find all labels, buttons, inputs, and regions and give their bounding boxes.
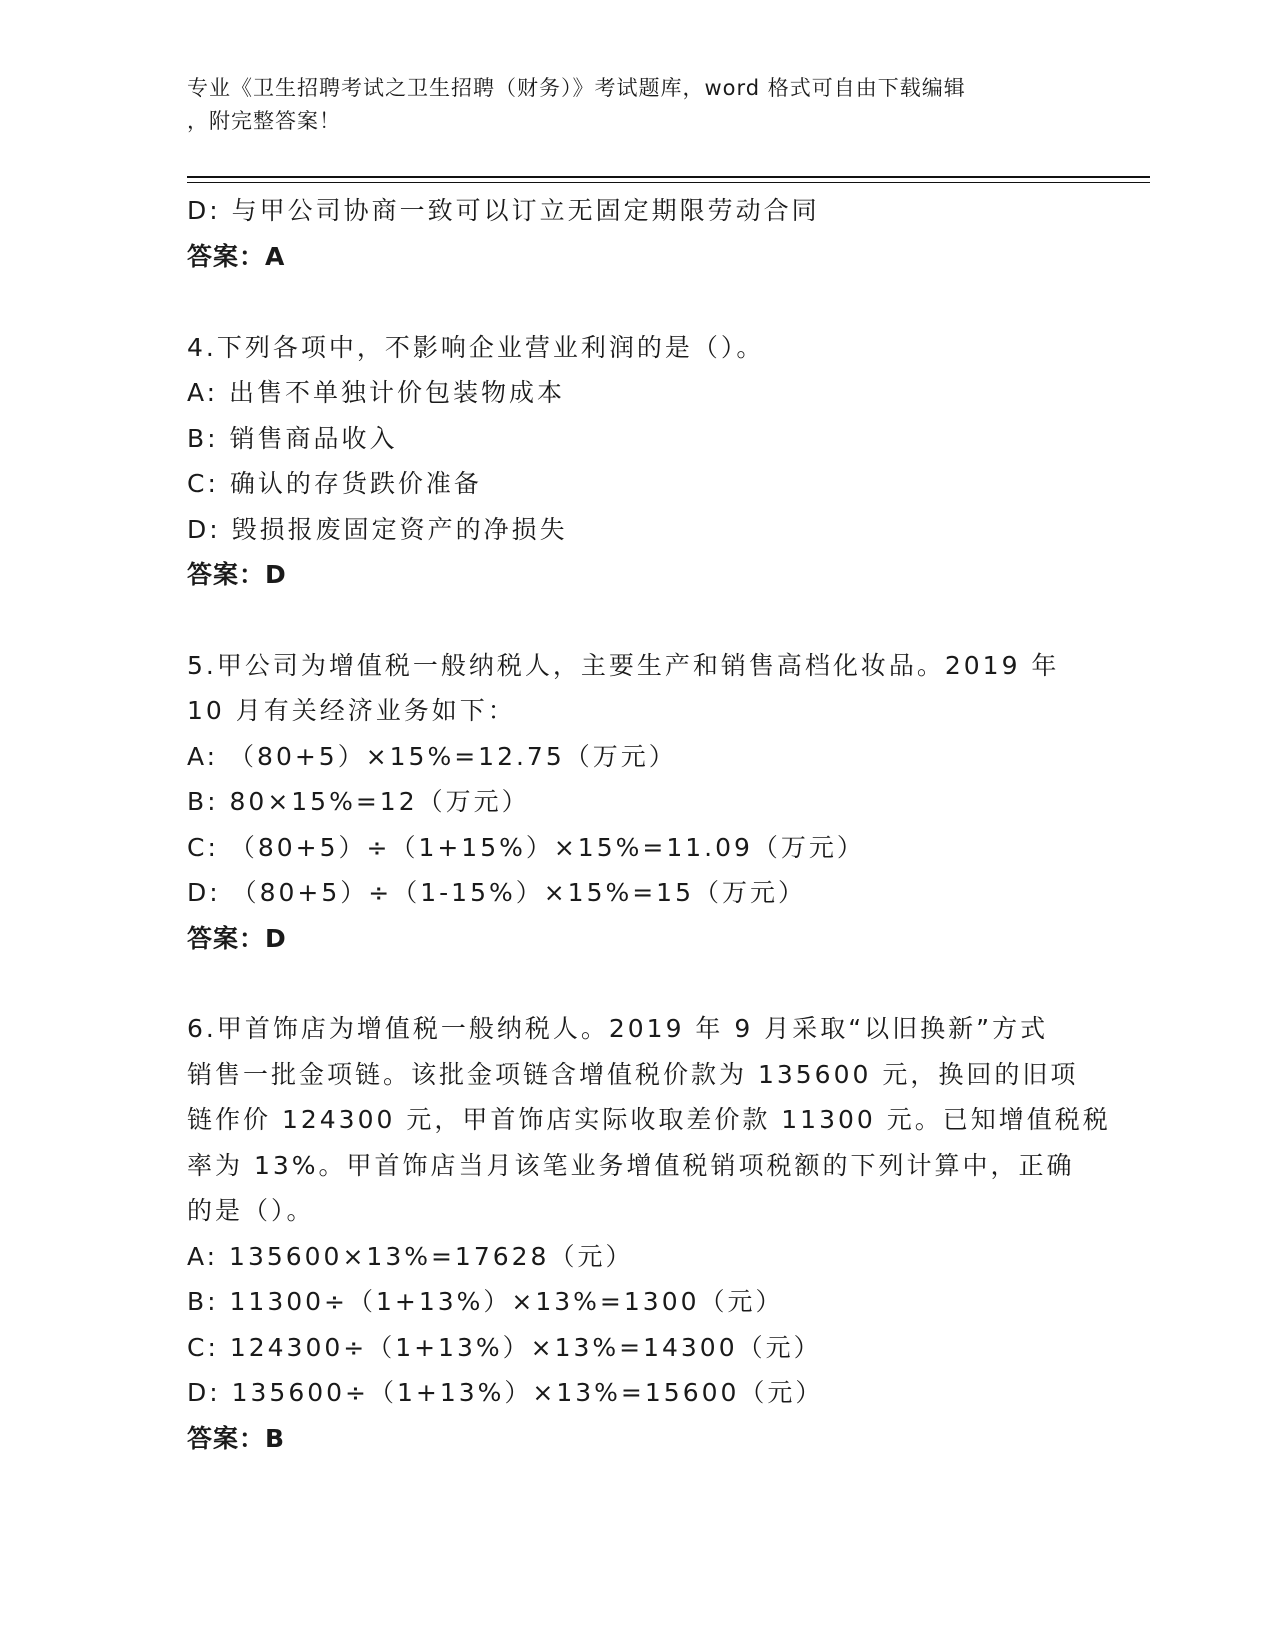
q6-stem-line-1: 6.甲首饰店为增值税一般纳税人。2019 年 9 月采取“以旧换新”方式 [187, 1014, 1049, 1043]
q4-option-d: D: 毁损报废固定资产的净损失 [187, 514, 568, 544]
question-content [187, 188, 1111, 1461]
header-divider-thick [187, 176, 1150, 178]
q6-option-b: B: 11300÷（1+13%）×13%=1300（元） [187, 1287, 784, 1316]
document-header [187, 72, 1087, 138]
q5-option-c: C: （80+5）÷（1+15%）×15%=11.09（万元） [187, 832, 865, 862]
q6-option-d: D: 135600÷（1+13%）×13%=15600（元） [187, 1378, 824, 1407]
spacer [187, 961, 1107, 1006]
q5-answer: 答案：D [187, 923, 287, 953]
q6-stem-line-4: 率为 13%。甲首饰店当月该笔业务增值税销项税额的下列计算中，正确 [187, 1150, 1075, 1180]
header-divider-thin [187, 182, 1150, 183]
prev-question-answer: 答案：A [187, 242, 286, 271]
q6-stem-line-5: 的是（）。 [187, 1196, 315, 1225]
q4-option-c: C: 确认的存货跌价准备 [187, 469, 482, 498]
q5-stem-line-1: 5.甲公司为增值税一般纳税人，主要生产和销售高档化妆品。2019 年 [187, 650, 1060, 680]
q4-stem: 4.下列各项中，不影响企业营业利润的是（）。 [187, 332, 765, 362]
q4-option-b: B: 销售商品收入 [187, 423, 398, 453]
q6-option-c: C: 124300÷（1+13%）×13%=14300（元） [187, 1332, 822, 1362]
prev-question-option-d: D: 与甲公司协商一致可以订立无固定期限劳动合同 [187, 196, 820, 225]
q5-option-b: B: 80×15%=12（万元） [187, 787, 530, 816]
q4-answer: 答案：D [187, 560, 287, 589]
q5-option-d: D: （80+5）÷（1-15%）×15%=15（万元） [187, 878, 806, 907]
q6-stem-line-3: 链作价 124300 元，甲首饰店实际收取差价款 11300 元。已知增值税税 [187, 1105, 1111, 1134]
q5-stem-line-2: 10 月有关经济业务如下： [187, 696, 516, 725]
q6-answer: 答案：B [187, 1423, 286, 1453]
q5-option-a: A: （80+5）×15%=12.75（万元） [187, 741, 677, 771]
spacer [187, 598, 1107, 643]
header-line-1: 专业《卫生招聘考试之卫生招聘（财务）》考试题库，word 格式可自由下载编辑 [187, 76, 966, 100]
q6-option-a: A: 135600×13%=17628（元） [187, 1241, 634, 1271]
q6-stem-line-2: 销售一批金项链。该批金项链含增值税价款为 135600 元，换回的旧项 [187, 1059, 1079, 1089]
spacer [187, 280, 1107, 325]
q4-option-a: A: 出售不单独计价包装物成本 [187, 378, 566, 407]
header-line-2: ，附完整答案！ [187, 109, 341, 133]
